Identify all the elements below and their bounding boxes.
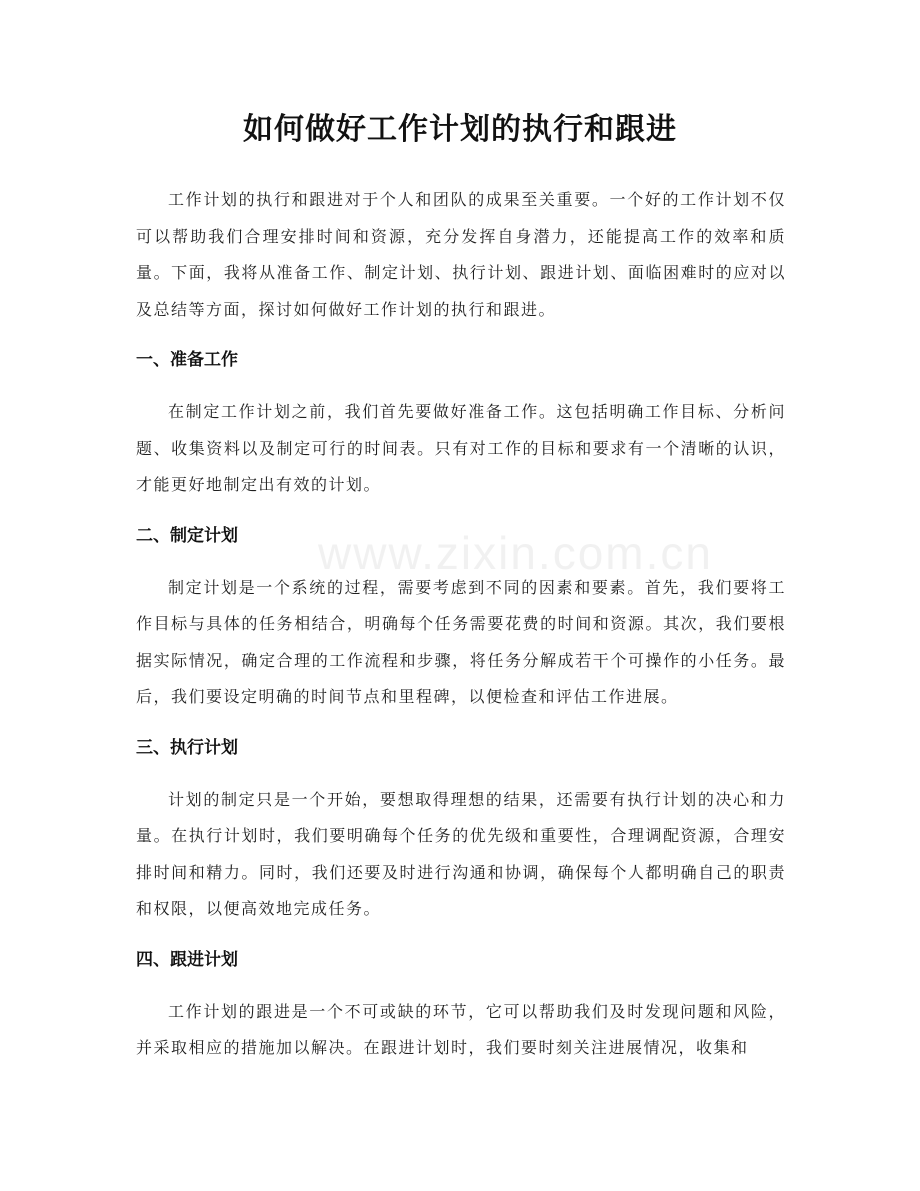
section-body-follow-up: 工作计划的跟进是一个不可或缺的环节，它可以帮助我们及时发现问题和风险，并采取相应的措施加以解决。在跟进计划时，我们要时刻关注进展情况，收集和 <box>136 1001 786 1057</box>
section-body-planning: 制定计划是一个系统的过程，需要考虑到不同的因素和要素。首先，我们要将工作目标与具体的任务相结合，明确每个任务需要花费的时间和资源。其次，我们要根据实际情况，确定合理的工作流程和步骤，将任务分解成若干个可操作的小任务。最后，我们要设定明确的时间节点和里程碑，以便检查和评估工作进展。 <box>136 577 786 706</box>
section-body-preparation: 在制定工作计划之前，我们首先要做好准备工作。这包括明确工作目标、分析问题、收集资料以及制定可行的时间表。只有对工作的目标和要求有一个清晰的认识，才能更好地制定出有效的计划。 <box>136 402 786 494</box>
section-heading-follow-up: 四、跟进计划 <box>136 949 238 970</box>
intro-paragraph: 工作计划的执行和跟进对于个人和团队的成果至关重要。一个好的工作计划不仅可以帮助我们合理安排时间和资源，充分发挥自身潜力，还能提高工作的效率和质量。下面，我将从准备工作、制定计划、执行计划、跟进计划、面临困难时的应对以及总结等方面，探讨如何做好工作计划的执行和跟进。 <box>136 190 786 319</box>
section-heading-execution: 三、执行计划 <box>136 737 238 758</box>
watermark: www.zixin.com.cn <box>318 527 713 579</box>
document-title: 如何做好工作计划的执行和跟进 <box>243 112 677 147</box>
section-body-execution: 计划的制定只是一个开始，要想取得理想的结果，还需要有执行计划的决心和力量。在执行计划时，我们要明确每个任务的优先级和重要性，合理调配资源，合理安排时间和精力。同时，我们还要及时进行沟通和协调，确保每个人都明确自己的职责和权限，以便高效地完成任务。 <box>136 789 786 918</box>
document-body <box>136 182 786 1067</box>
section-heading-preparation: 一、准备工作 <box>136 350 238 370</box>
section-heading-planning: 二、制定计划 <box>136 525 238 546</box>
